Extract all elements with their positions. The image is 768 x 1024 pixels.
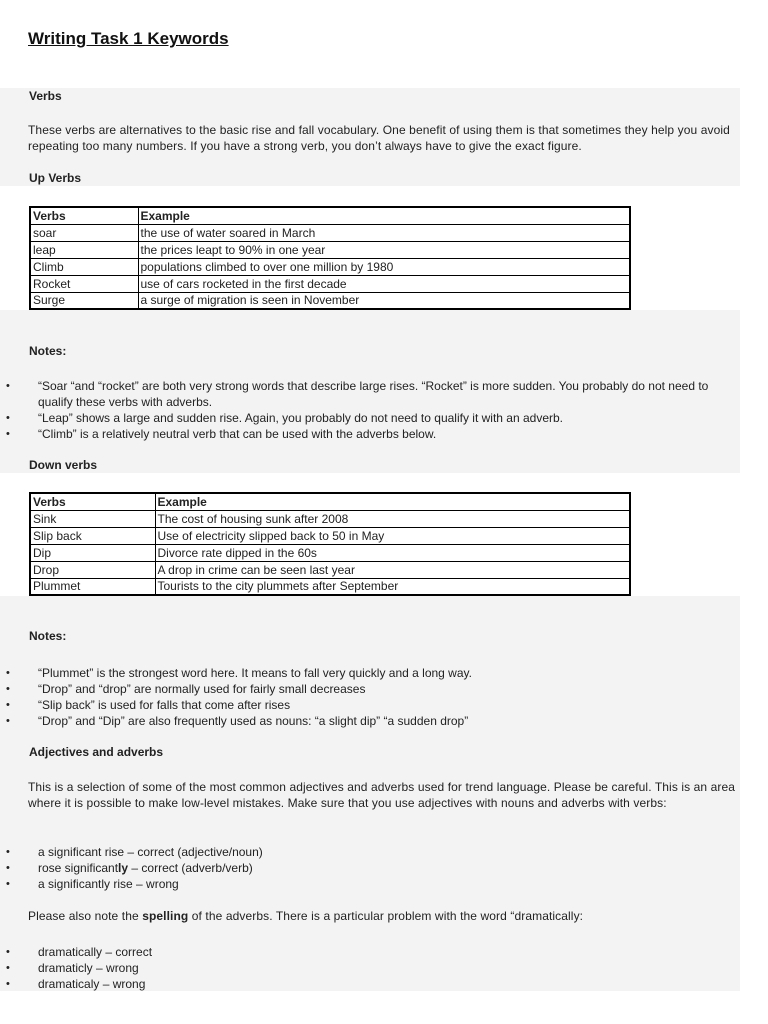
example-cell: the prices leapt to 90% in one year xyxy=(138,241,630,258)
example-cell: Divorce rate dipped in the 60s xyxy=(155,544,630,561)
verb-cell: soar xyxy=(30,224,138,241)
table-row xyxy=(30,258,630,275)
verb-cell: Rocket xyxy=(30,275,138,292)
example-cell: A drop in crime can be seen last year xyxy=(155,561,630,578)
down-verbs-heading: Down verbs xyxy=(29,458,98,472)
verb-cell: Climb xyxy=(30,258,138,275)
table-row xyxy=(30,241,630,258)
table-row xyxy=(30,544,630,561)
adjective-examples-list xyxy=(0,844,740,892)
up-verbs-table xyxy=(29,206,631,310)
list-item: • dramatically – correct xyxy=(0,944,740,960)
adjectives-heading: Adjectives and adverbs xyxy=(29,745,164,759)
emphasis-text: ly xyxy=(118,861,129,875)
list-item: • “Soar “and “rocket” are both very strong words that describe large rises. “Rocket” is more sudden. You probably do not need to qualify these verbs with adverbs. xyxy=(0,378,740,410)
table-header-row xyxy=(30,493,630,510)
list-item: • a significantly rise – wrong xyxy=(0,876,740,892)
spelling-note-text: Please also note the xyxy=(28,909,143,923)
example-cell: The cost of housing sunk after 2008 xyxy=(155,510,630,527)
table-row xyxy=(30,224,630,241)
list-item: • “Drop” and “drop” are normally used for fairly small decreases xyxy=(0,681,740,697)
verb-cell: Drop xyxy=(30,561,155,578)
notes-list xyxy=(0,378,740,442)
list-item: • a significant rise – correct (adjective/noun) xyxy=(0,844,740,860)
column-header: Example xyxy=(155,493,630,510)
table-header-row xyxy=(30,207,630,224)
list-item: • “Leap” shows a large and sudden rise. Again, you probably do not need to qualify it with an adverb. xyxy=(0,410,740,426)
verb-cell: Surge xyxy=(30,292,138,309)
list-item: • “Plummet” is the strongest word here. It means to fall very quickly and a long way. xyxy=(0,665,740,681)
list-item: • “Climb” is a relatively neutral verb that can be used with the adverbs below. xyxy=(0,426,740,442)
list-item-text: – correct (adverb/verb) xyxy=(128,861,253,875)
spelling-note-text: of the adverbs. There is a particular problem with the word “dramatically: xyxy=(188,909,584,923)
verb-cell: leap xyxy=(30,241,138,258)
example-cell: the use of water soared in March xyxy=(138,224,630,241)
verb-cell: Plummet xyxy=(30,578,155,595)
list-item: • dramaticly – wrong xyxy=(0,960,740,976)
list-item: • dramaticaly – wrong xyxy=(0,976,740,992)
list-item: • “Drop” and “Dip” are also frequently used as nouns: “a slight dip” “a sudden drop” xyxy=(0,713,740,729)
list-item xyxy=(0,860,740,876)
emphasis-text: spelling xyxy=(142,909,189,923)
verbs-intro: These verbs are alternatives to the basic rise and fall vocabulary. One benefit of using them is that sometimes they help you avoid repeating too many numbers. If you have a strong verb, you don’t always have to give the exact figure. xyxy=(28,123,730,153)
column-header: Verbs xyxy=(30,493,155,510)
example-cell: Tourists to the city plummets after September xyxy=(155,578,630,595)
verb-cell: Slip back xyxy=(30,527,155,544)
column-header: Example xyxy=(138,207,630,224)
up-verbs-heading: Up Verbs xyxy=(29,171,82,185)
down-verbs-table xyxy=(29,492,631,596)
example-cell: Use of electricity slipped back to 50 in May xyxy=(155,527,630,544)
list-item-text: rose significant xyxy=(38,861,119,875)
verbs-heading: Verbs xyxy=(29,89,62,103)
table-row xyxy=(30,578,630,595)
example-cell: a surge of migration is seen in November xyxy=(138,292,630,309)
notes-list xyxy=(0,665,740,729)
page-title: Writing Task 1 Keywords xyxy=(28,29,229,48)
spelling-list xyxy=(0,944,740,992)
table-row xyxy=(30,527,630,544)
verb-cell: Dip xyxy=(30,544,155,561)
example-cell: use of cars rocketed in the first decade xyxy=(138,275,630,292)
notes-heading: Notes: xyxy=(29,629,67,643)
verb-cell: Sink xyxy=(30,510,155,527)
table-row xyxy=(30,292,630,309)
notes-heading: Notes: xyxy=(29,344,67,358)
spelling-note xyxy=(28,909,583,924)
column-header: Verbs xyxy=(30,207,138,224)
table-row xyxy=(30,275,630,292)
table-row xyxy=(30,510,630,527)
table-row xyxy=(30,561,630,578)
list-item: • “Slip back” is used for falls that come after rises xyxy=(0,697,740,713)
example-cell: populations climbed to over one million by 1980 xyxy=(138,258,630,275)
adjectives-intro: This is a selection of some of the most common adjectives and adverbs used for trend language. Please be careful. This is an area where it is possible to make low-level mistakes. Make sure that you use adjectives with nouns and adverbs with verbs: xyxy=(28,780,736,810)
